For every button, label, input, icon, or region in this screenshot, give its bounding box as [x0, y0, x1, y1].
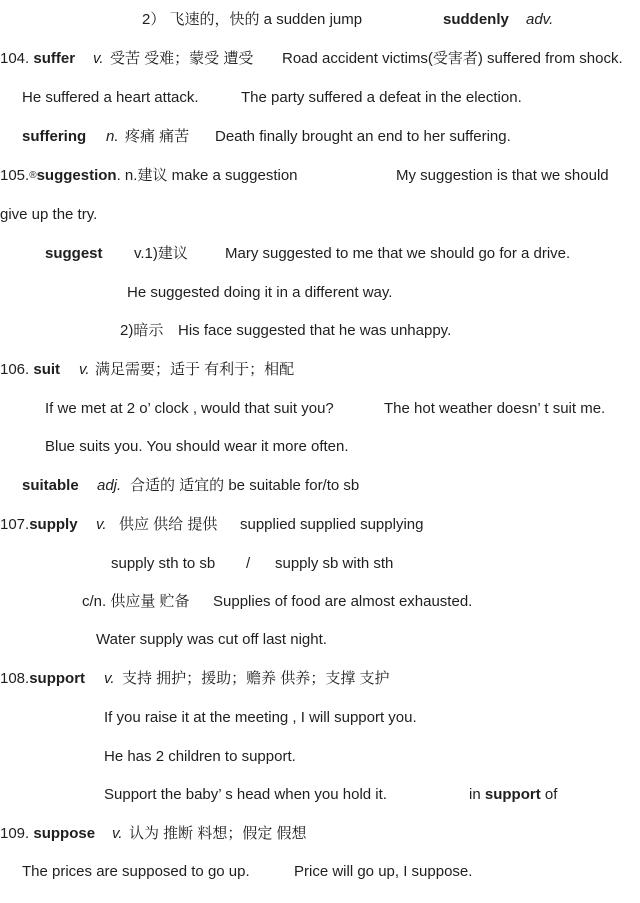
headword-supply: supply — [29, 516, 78, 533]
example-sentence: My suggestion is that we should — [396, 167, 609, 184]
headword-suit: suit — [33, 361, 61, 378]
entry-number: 105. — [0, 167, 30, 184]
example-sentence: Supplies of food are almost exhausted. — [213, 593, 473, 610]
separator: / — [246, 555, 251, 572]
headword-support: support — [29, 670, 86, 687]
definition-cn: 疼痛 痛苦 — [125, 128, 190, 145]
pos: v. — [93, 50, 104, 67]
definition-cn: 支持 拥护；援助；赡养 供养；支撑 支护 — [122, 670, 390, 687]
registered-mark: ® — [29, 170, 37, 181]
phrase-part: of — [544, 786, 558, 803]
example-sentence: Blue suits you. You should wear it more often. — [45, 438, 349, 455]
definition-cn: 2)暗示 — [120, 322, 164, 339]
headword-suitable: suitable — [22, 477, 79, 494]
example-sentence: Death finally brought an end to her suffering. — [215, 128, 511, 145]
entry-number: 109. — [0, 825, 30, 842]
example-sentence: Road accident victims(受害者) suffered from shock. — [282, 50, 623, 67]
entry-number: 104. — [0, 50, 30, 67]
sudden-jump-text: 2） 飞速的，快的 a sudden jump — [142, 11, 363, 28]
entry-107-heading — [0, 515, 78, 535]
example-sentence: The hot weather doesn’ t suit me. — [384, 400, 606, 417]
headword-suffer: suffer — [33, 50, 76, 67]
example-sentence: Water supply was cut off last night. — [96, 631, 327, 648]
example-sentence: His face suggested that he was unhappy. — [178, 322, 452, 339]
entry-106-heading — [0, 360, 60, 380]
example-sentence: Price will go up, I suppose. — [294, 863, 473, 880]
word-suddenly: suddenly — [443, 11, 509, 28]
pos: v. — [112, 825, 123, 842]
pos: n. — [106, 128, 119, 145]
definition-cn: 受苦 受难；蒙受 遭受 — [110, 50, 254, 67]
example-sentence: If you raise it at the meeting , I will support you. — [104, 709, 417, 726]
phrase-keyword: support — [484, 786, 541, 803]
usage-pattern: supply sb with sth — [275, 555, 394, 572]
definition-cn: 合适的 适宜的 be suitable for/to sb — [130, 477, 360, 494]
line-sudden-jump — [142, 10, 362, 30]
headword-suppose: suppose — [33, 825, 96, 842]
example-sentence: He suggested doing it in a different way. — [127, 284, 393, 301]
entry-109-heading — [0, 824, 95, 844]
pos: adj. — [97, 477, 122, 494]
example-sentence: If we met at 2 o’ clock , would that suit you? — [45, 400, 334, 417]
entry-104-heading — [0, 49, 75, 69]
example-sentence: Mary suggested to me that we should go for a drive. — [225, 245, 571, 262]
example-sentence: Support the baby’ s head when you hold it. — [104, 786, 387, 803]
headword-suffering: suffering — [22, 128, 87, 145]
usage-pattern: supply sth to sb — [111, 555, 216, 572]
headword-suggestion: suggestion — [36, 167, 117, 184]
headword-suggest: suggest — [45, 245, 103, 262]
example-sentence: The party suffered a defeat in the election. — [241, 89, 522, 106]
definition-cn: v.1)建议 — [134, 245, 188, 262]
definition-cn: 供应 供给 提供 — [119, 516, 218, 533]
phrase-part: in — [469, 786, 481, 803]
pos: v. — [79, 361, 90, 378]
example-sentence: He suffered a heart attack. — [22, 89, 199, 106]
example-sentence: The prices are supposed to go up. — [22, 863, 250, 880]
example-sentence-continued: give up the try. — [0, 206, 98, 223]
pos-adv: adv. — [526, 11, 554, 28]
entry-108-heading — [0, 669, 85, 689]
pos: v. — [96, 516, 107, 533]
entry-number: 107. — [0, 516, 30, 533]
verb-forms: supplied supplied supplying — [240, 516, 424, 533]
pos: v. — [104, 670, 115, 687]
definition-cn: c/n. 供应量 贮备 — [82, 593, 190, 610]
definition-cn: 认为 推断 料想；假定 假想 — [129, 825, 307, 842]
example-sentence: He has 2 children to support. — [104, 748, 296, 765]
definition-cn: . n.建议 make a suggestion — [116, 167, 298, 184]
entry-number: 108. — [0, 670, 30, 687]
definition-cn: 满足需要；适于 有利于；相配 — [95, 361, 295, 378]
entry-105-heading — [0, 166, 298, 186]
phrase-in-support-of — [469, 785, 557, 805]
entry-number: 106. — [0, 361, 30, 378]
